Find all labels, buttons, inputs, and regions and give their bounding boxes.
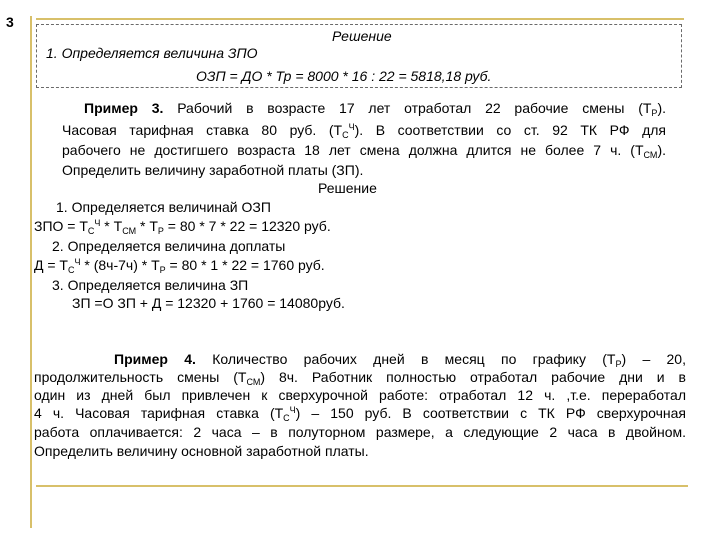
example4-line-5: работа оплачивается: 2 часа – в полуторном размере, а следующие 2 часа в двойном. [34, 424, 686, 440]
example4-label: Пример 4. [114, 351, 196, 367]
example3-step-3: 3. Определяется величина ЗП [52, 277, 249, 293]
example4-line-3: один из дней был привлечен к сверхурочной работе: отработал 12 ч. ,т.е. переработал [34, 387, 686, 403]
box-heading: Решение [332, 28, 392, 44]
example3-line-4: Определить величину заработной платы (ЗП). [62, 162, 364, 178]
example4-line-6: Определить величину основной заработной платы. [34, 443, 369, 459]
example4-line-4: 4 ч. Часовая тарифная ставка $(Т_С^Ч) - 150$ руб. В соответствии с ТК РФ сверхурочная [34, 405, 686, 423]
example3-formula-3: ЗП =О ЗП + Д = 12320 + 1760 = 14080руб. [72, 295, 345, 311]
bottom-horizontal-rule [36, 485, 688, 487]
example3-solution-heading: Решение [318, 180, 377, 196]
box-step: 1. Определяется величина ЗПО [46, 45, 258, 61]
example3-line-2: Часовая тарифная ставка 80 руб. $(Т_С^Ч)$. В соответствии со ст. 92 ТК РФ для [62, 122, 666, 140]
example3-step-2: 2. Определяется величина доплаты [52, 238, 286, 254]
example3-line-3: рабочего не достигшего возраста 18 лет смена должна длится не более 7 ч. $(Т_{СМ})$. [62, 142, 666, 160]
top-horizontal-rule [36, 18, 684, 20]
example3-step-1: 1. Определяется величинай ОЗП [56, 199, 271, 215]
slide-number: 3 [6, 14, 14, 30]
example3-label: Пример 3. [84, 100, 164, 116]
example3-line-1: Пример 3. Рабочий в возрасте 17 лет отработал 22 рабочие смены $(Т_Р)$. [84, 100, 666, 118]
left-vertical-rule [30, 16, 32, 528]
example4-line-2: продолжительность смены $(Т_{СМ})$ 8ч. Работник полностью отработал рабочие дни и в [34, 369, 686, 387]
example3-formula-1: ЗПО = $Т_С^Ч * Т_{СМ} * Т_Р = 80 * 7 * 22 = 12320$ руб. [34, 218, 331, 236]
box-formula: ОЗП = ДО * Тр = 8000 * 16 : 22 = 5818,18 руб. [196, 68, 492, 84]
example3-formula-2: $Д = Т_С^Ч * (8ч-7ч) * Т_Р = 80 * 1 * 22 = 1760$ руб. [34, 257, 325, 275]
example4-line-1: Пример 4. Количество рабочих дней в месяц по графику $(Т_Р) - 20$, [114, 351, 686, 369]
